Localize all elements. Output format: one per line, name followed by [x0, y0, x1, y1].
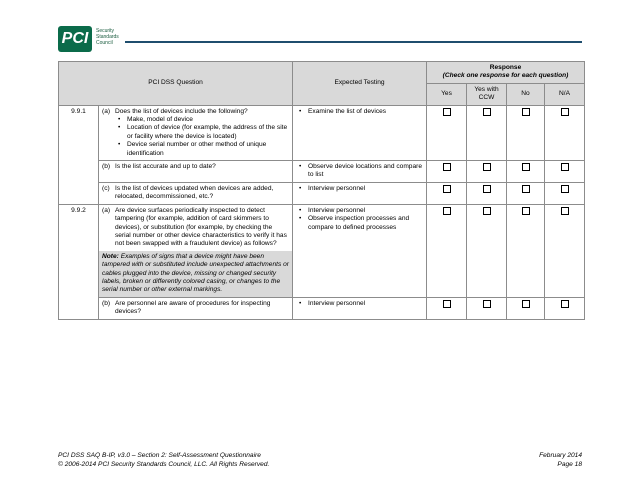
table-row — [59, 204, 585, 297]
na-cell[interactable] — [545, 161, 585, 183]
na-checkbox[interactable] — [561, 300, 569, 308]
pci-logo-mark: PCI — [58, 26, 92, 52]
table-row — [59, 161, 585, 183]
yes-ccw-cell[interactable] — [467, 297, 507, 319]
question-label: (b) — [102, 299, 111, 307]
na-cell[interactable] — [545, 297, 585, 319]
yes-ccw-checkbox[interactable] — [483, 300, 491, 308]
note-label: Note: — [102, 252, 119, 260]
list-item: • Location of device (for example, the address of the site or facility where the device is located) — [125, 124, 289, 141]
question-text: Is the list accurate and up to date? — [115, 163, 216, 171]
question-cell — [99, 105, 293, 160]
question-text: Are device surfaces periodically inspected to detect tampering (for example, addition of card skimmers to devices), or substitution (for example, by checking the serial number or other device characteristics to verify it has not been swapped with a fraudulent device) as follows? — [115, 206, 287, 248]
note-text: Examples of signs that a device might have been tampered with or substituted include unexpected attachments or cables plugged into the device, missing or changed security labels, broken or differently colored casing, or changes to the serial number or other external markings. — [102, 252, 289, 294]
header-yes-ccw: Yes with CCW — [467, 83, 507, 105]
testing-cell — [293, 204, 427, 297]
no-checkbox[interactable] — [522, 185, 530, 193]
no-checkbox[interactable] — [522, 108, 530, 116]
yes-ccw-checkbox[interactable] — [483, 185, 491, 193]
yes-cell[interactable] — [427, 161, 467, 183]
questionnaire-table — [58, 61, 585, 320]
question-label: (a) — [102, 107, 111, 115]
yes-checkbox[interactable] — [443, 207, 451, 215]
na-checkbox[interactable] — [561, 108, 569, 116]
yes-cell[interactable] — [427, 182, 467, 204]
list-item: • Examine the list of devices — [306, 108, 423, 116]
question-label: (c) — [102, 184, 110, 192]
yes-cell[interactable] — [427, 105, 467, 160]
header-yes: Yes — [427, 83, 467, 105]
yes-ccw-checkbox[interactable] — [483, 163, 491, 171]
question-cell — [99, 297, 293, 319]
yes-checkbox[interactable] — [443, 185, 451, 193]
yes-checkbox[interactable] — [443, 300, 451, 308]
response-title: Response — [489, 64, 522, 71]
list-item: • Observe inspection processes and compare to defined processes — [306, 215, 423, 232]
header-response — [427, 62, 585, 84]
list-item: • Device serial number or other method of unique identification — [125, 141, 289, 158]
no-cell[interactable] — [507, 204, 545, 297]
testing-cell — [293, 105, 427, 160]
na-cell[interactable] — [545, 204, 585, 297]
yes-cell[interactable] — [427, 204, 467, 297]
table-row — [59, 105, 585, 160]
list-item: • Observe device locations and compare to list — [306, 163, 423, 180]
na-checkbox[interactable] — [561, 163, 569, 171]
question-text: Does the list of devices include the following? — [115, 107, 248, 115]
footer-date: February 2014 — [539, 452, 582, 459]
na-cell[interactable] — [545, 182, 585, 204]
footer-left — [58, 451, 269, 469]
header-expected-testing: Expected Testing — [293, 62, 427, 106]
na-cell[interactable] — [545, 105, 585, 160]
question-cell — [99, 161, 293, 183]
list-item: • Interview personnel — [306, 207, 423, 215]
footer-page-number: Page 18 — [557, 461, 582, 468]
yes-ccw-checkbox[interactable] — [483, 108, 491, 116]
header-rule — [125, 41, 582, 43]
pci-logo — [58, 22, 128, 56]
question-text: Are personnel are aware of procedures for inspecting devices? — [115, 299, 271, 316]
question-bullets — [115, 116, 289, 158]
no-cell[interactable] — [507, 105, 545, 160]
pci-logo-text: Security Standards Council — [96, 28, 119, 46]
footer-doc-title: PCI DSS SAQ B-IP, v3.0 – Section 2: Self-Assessment Questionnaire — [58, 452, 261, 459]
na-checkbox[interactable] — [561, 207, 569, 215]
footer-copyright: © 2006-2014 PCI Security Standards Council, LLC. All Rights Reserved. — [58, 461, 270, 468]
requirement-number: 9.9.1 — [59, 105, 99, 204]
question-cell — [99, 204, 293, 297]
testing-cell — [293, 182, 427, 204]
yes-checkbox[interactable] — [443, 108, 451, 116]
list-item: • Interview personnel — [306, 300, 423, 308]
question-cell — [99, 182, 293, 204]
header-question: PCI DSS Question — [59, 62, 293, 106]
header-na: N/A — [545, 83, 585, 105]
response-subtitle: (Check one response for each question) — [442, 72, 569, 80]
no-checkbox[interactable] — [522, 207, 530, 215]
question-label: (b) — [102, 163, 111, 171]
yes-cell[interactable] — [427, 297, 467, 319]
table-row — [59, 297, 585, 319]
footer-right — [539, 451, 582, 469]
list-item: • Make, model of device — [125, 116, 289, 124]
na-checkbox[interactable] — [561, 185, 569, 193]
question-text: Is the list of devices updated when devices are added, relocated, decommissioned, etc.? — [115, 184, 274, 201]
yes-checkbox[interactable] — [443, 163, 451, 171]
header-no: No — [507, 83, 545, 105]
testing-cell — [293, 297, 427, 319]
yes-ccw-cell[interactable] — [467, 105, 507, 160]
table-row — [59, 182, 585, 204]
yes-ccw-cell[interactable] — [467, 182, 507, 204]
yes-ccw-checkbox[interactable] — [483, 207, 491, 215]
question-label: (a) — [102, 206, 111, 214]
header-row — [59, 62, 585, 84]
no-checkbox[interactable] — [522, 163, 530, 171]
requirement-number: 9.9.2 — [59, 204, 99, 319]
list-item: • Interview personnel — [306, 185, 423, 193]
testing-cell — [293, 161, 427, 183]
yes-ccw-cell[interactable] — [467, 161, 507, 183]
yes-ccw-cell[interactable] — [467, 204, 507, 297]
no-checkbox[interactable] — [522, 300, 530, 308]
no-cell[interactable] — [507, 161, 545, 183]
no-cell[interactable] — [507, 182, 545, 204]
note-box — [99, 251, 292, 297]
no-cell[interactable] — [507, 297, 545, 319]
